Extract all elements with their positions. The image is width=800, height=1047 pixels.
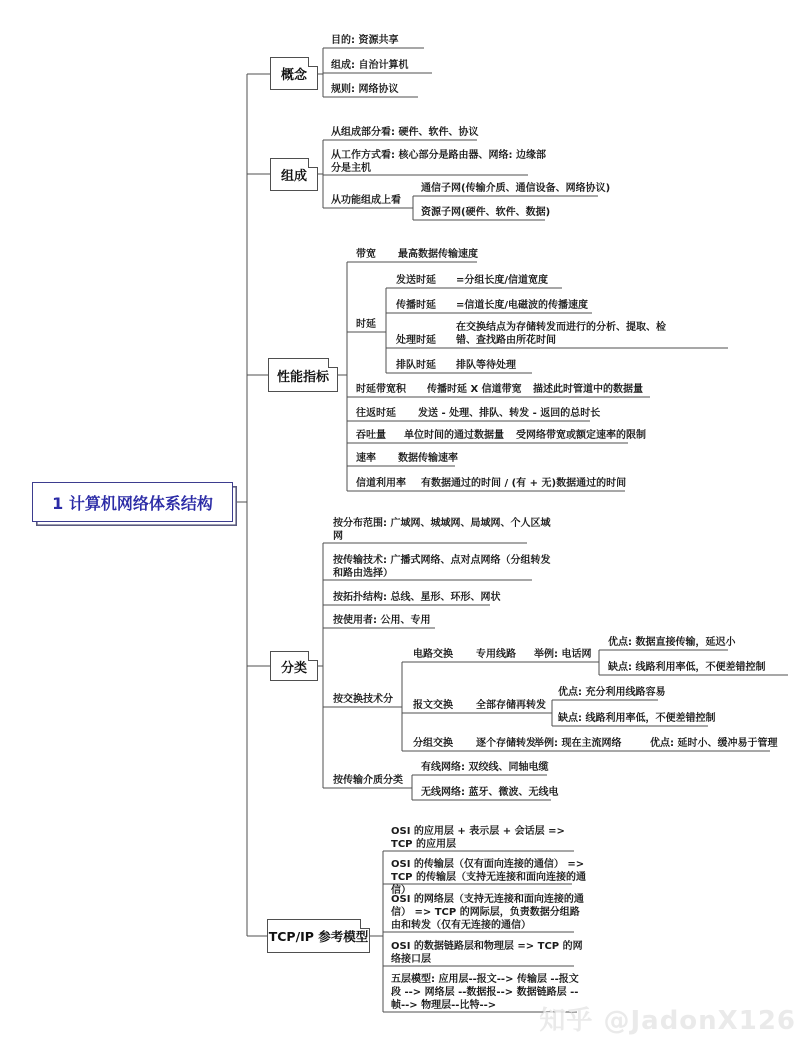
node-utilization[interactable]: 信道利用率 [356, 478, 406, 489]
node-resource-subnet[interactable]: 资源子网(硬件、软件、数据) [421, 207, 551, 218]
node-packet-pro[interactable]: 优点: 延时小、缓冲易于管理 [650, 738, 778, 749]
node-send-delay-desc[interactable]: =分组长度/信道宽度 [456, 275, 549, 286]
node-delay-bw-product[interactable]: 时延带宽积 [356, 384, 406, 395]
node-by-parts[interactable]: 从组成部分看: 硬件、软件、协议 [331, 127, 479, 138]
node-bandwidth-desc[interactable]: 最高数据传输速度 [398, 249, 478, 260]
node-proc-delay[interactable]: 处理时延 [396, 335, 436, 346]
node-wireless[interactable]: 无线网络: 蓝牙、微波、无线电 [421, 787, 559, 798]
node-rtt-desc[interactable]: 发送 - 处理、排队、转发 - 返回的总时长 [418, 408, 601, 419]
node-prop-delay[interactable]: 传播时延 [396, 300, 436, 311]
node-circuit-line[interactable]: 专用线路 [476, 649, 516, 660]
node-circuit-example[interactable]: 举例: 电话网 [534, 649, 592, 660]
node-tcpip-network[interactable]: OSI 的网络层（支持无连接和面向连接的通信） => TCP 的网际层，负责数据分组路由和转发（仅有无连接的通信） [391, 894, 584, 931]
node-rate-desc[interactable]: 数据传输速率 [398, 453, 458, 464]
node-prop-delay-desc[interactable]: =信道长度/电磁波的传播速度 [456, 300, 589, 311]
node-tcpip-five-layer[interactable]: 五层模型: 应用层--报文--> 传输层 --报文段 --> 网络层 --数据报--> 数据链路层 --帧--> 物理层--比特--> [391, 974, 579, 1011]
node-proc-delay-desc[interactable]: 在交换结点为存储转发而进行的分析、提取、检错、查找路由所花时间 [456, 322, 666, 346]
topic-tcpip[interactable]: TCP/IP 参考模型 [267, 919, 370, 953]
node-tcpip-link[interactable]: OSI 的数据链路层和物理层 => TCP 的网络接口层 [391, 941, 583, 965]
topic-classification[interactable]: 分类 [270, 651, 318, 681]
node-tcpip-app[interactable]: OSI 的应用层 + 表示层 + 会话层 => TCP 的应用层 [391, 826, 565, 850]
node-by-transmission-tech[interactable]: 按传输技术: 广播式网络、点对点网络（分组转发和路由选择） [333, 555, 551, 579]
node-circuit-con[interactable]: 缺点: 线路利用率低，不便差错控制 [608, 662, 766, 673]
topic-concept[interactable]: 概念 [270, 57, 318, 90]
node-utilization-desc[interactable]: 有数据通过的时间 / (有 + 无)数据通过的时间 [421, 478, 627, 489]
node-bandwidth[interactable]: 带宽 [356, 249, 376, 260]
node-delay-bw-formula[interactable]: 传播时延 X 信道带宽 [427, 384, 522, 395]
node-wired[interactable]: 有线网络: 双绞线、同轴电缆 [421, 762, 549, 773]
node-tcpip-transport[interactable]: OSI 的传输层（仅有面向连接的通信） => TCP 的传输层（支持无连接和面向连接的通信） [391, 859, 586, 896]
node-by-range[interactable]: 按分布范围: 广域网、城域网、局域网、个人区域网 [333, 518, 551, 542]
node-by-medium[interactable]: 按传输介质分类 [333, 775, 403, 786]
node-send-delay[interactable]: 发送时延 [396, 275, 436, 286]
node-by-work-mode[interactable]: 从工作方式看: 核心部分是路由器、网络: 边缘部分是主机 [331, 150, 546, 174]
node-packet-example[interactable]: 举例: 现在主流网络 [534, 738, 622, 749]
node-queue-delay-desc[interactable]: 排队等待处理 [456, 360, 516, 371]
node-rate[interactable]: 速率 [356, 453, 376, 464]
node-throughput-limit[interactable]: 受网络带宽或额定速率的限制 [516, 430, 646, 441]
node-circuit-pro[interactable]: 优点: 数据直接传输，延迟小 [608, 637, 736, 648]
topic-composition[interactable]: 组成 [270, 158, 318, 191]
node-throughput-desc[interactable]: 单位时间的通过数据量 [404, 430, 504, 441]
node-comm-subnet[interactable]: 通信子网(传输介质、通信设备、网络协议) [421, 183, 611, 194]
root-topic[interactable]: 1 计算机网络体系结构 [32, 482, 233, 522]
node-packet-switching[interactable]: 分组交换 [413, 738, 453, 749]
node-concept-composition[interactable]: 组成: 自治计算机 [331, 60, 409, 71]
node-queue-delay[interactable]: 排队时延 [396, 360, 436, 371]
node-by-switching[interactable]: 按交换技术分 [333, 694, 393, 705]
node-concept-purpose[interactable]: 目的: 资源共享 [331, 35, 399, 46]
watermark: 知乎 @JadonX126 [539, 1006, 796, 1036]
node-delay-bw-desc[interactable]: 描述此时管道中的数据量 [533, 384, 643, 395]
node-message-pro[interactable]: 优点: 充分利用线路容易 [558, 687, 666, 698]
node-by-topology[interactable]: 按拓扑结构: 总线、星形、环形、网状 [333, 592, 501, 603]
node-message-con[interactable]: 缺点: 线路利用率低，不便差错控制 [558, 713, 716, 724]
node-concept-rules[interactable]: 规则: 网络协议 [331, 84, 399, 95]
topic-performance[interactable]: 性能指标 [268, 358, 338, 392]
node-delay[interactable]: 时延 [356, 319, 376, 330]
node-rtt[interactable]: 往返时延 [356, 408, 396, 419]
node-by-function[interactable]: 从功能组成上看 [331, 195, 401, 206]
node-packet-mode[interactable]: 逐个存储转发 [476, 738, 536, 749]
node-message-mode[interactable]: 全部存储再转发 [476, 700, 546, 711]
node-throughput[interactable]: 吞吐量 [356, 430, 386, 441]
node-message-switching[interactable]: 报文交换 [413, 700, 453, 711]
node-by-user[interactable]: 按使用者: 公用、专用 [333, 615, 431, 626]
node-circuit-switching[interactable]: 电路交换 [413, 649, 453, 660]
